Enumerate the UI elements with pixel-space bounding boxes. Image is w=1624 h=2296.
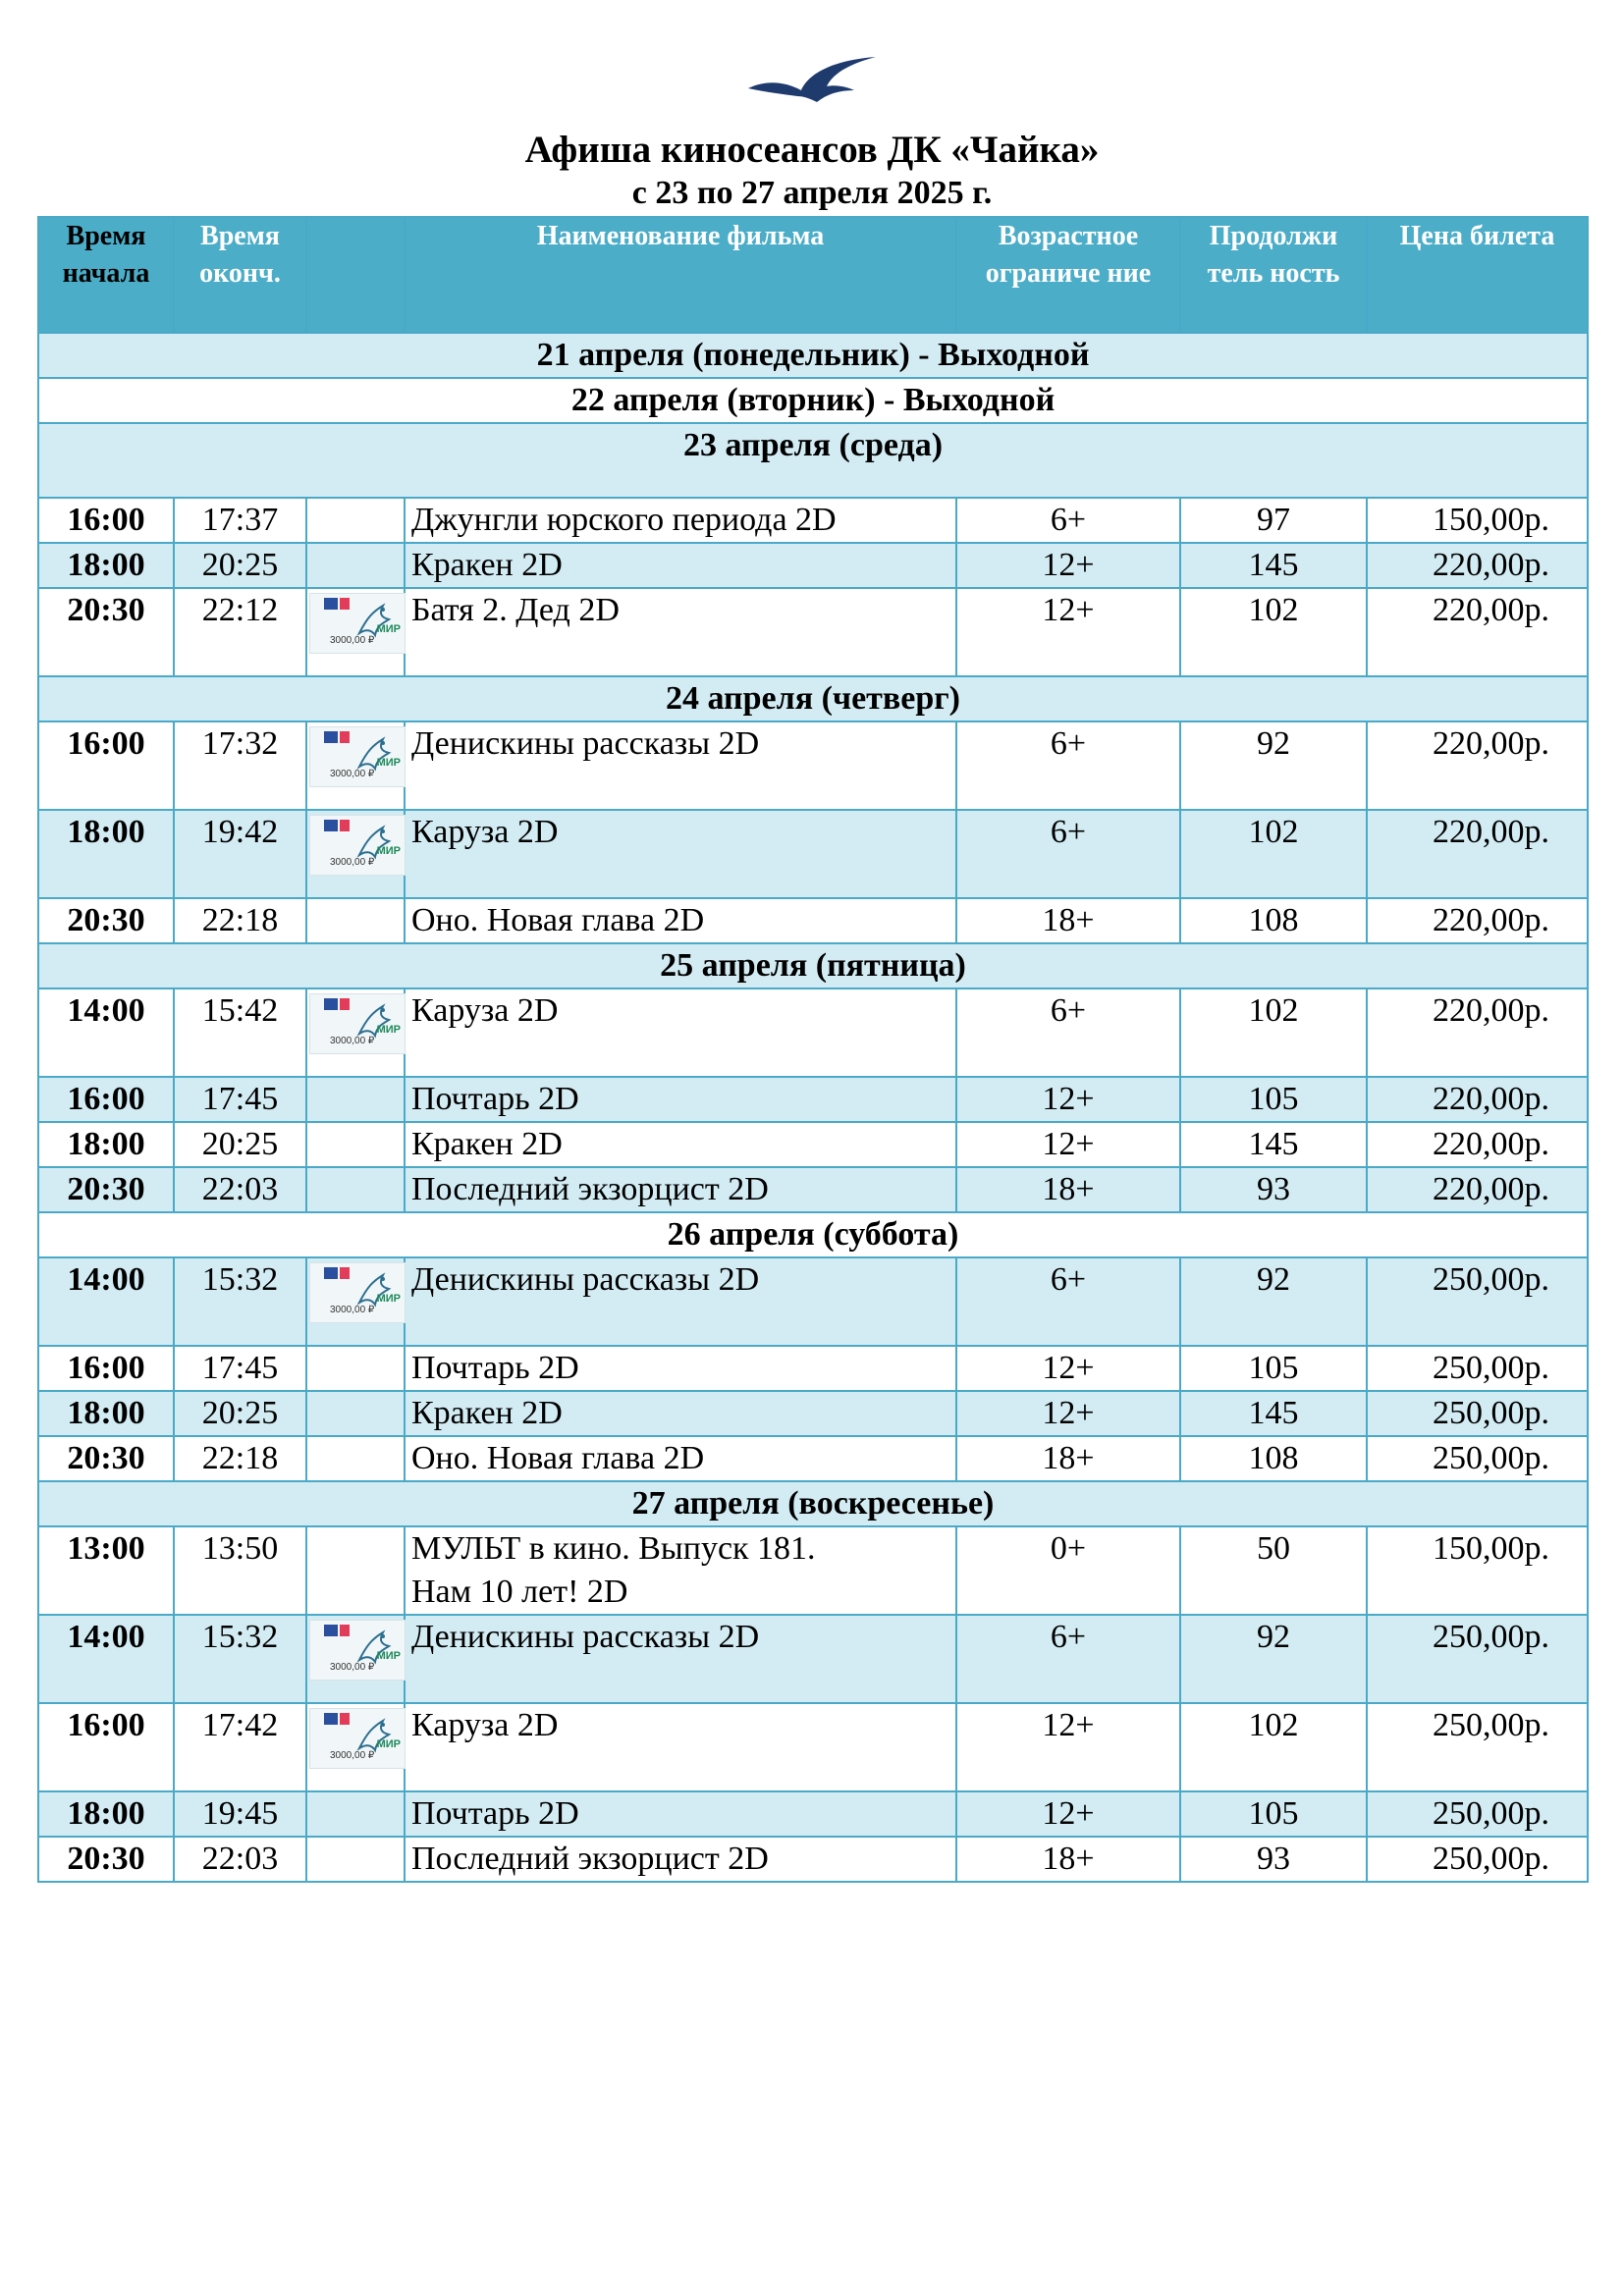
pushkin-card-icon	[309, 593, 406, 654]
duration: 145	[1180, 543, 1367, 588]
ticket-price: 220,00р.	[1367, 721, 1588, 810]
pushkin-card-icon	[309, 1708, 406, 1769]
table-row	[38, 543, 1588, 588]
table-row	[38, 1077, 1588, 1122]
card-mir: МИР	[376, 623, 401, 635]
start-time: 14:00	[38, 1615, 174, 1703]
end-time: 17:45	[174, 1346, 306, 1391]
start-time: 14:00	[38, 1257, 174, 1346]
film-title-line: Последний экзорцист 2D	[411, 1841, 769, 1877]
age-rating: 0+	[956, 1526, 1180, 1615]
table-row	[38, 1167, 1588, 1212]
column-header-end: Время оконч.	[174, 217, 306, 333]
table-row	[38, 1391, 1588, 1436]
film-title-line: Последний экзорцист 2D	[411, 1171, 769, 1207]
card-amount: 3000,00 ₽	[330, 857, 375, 868]
film-title	[405, 721, 956, 810]
film-title	[405, 1615, 956, 1703]
film-title-line: Кракен 2D	[411, 1395, 563, 1431]
card-mir: МИР	[376, 1024, 401, 1036]
start-time: 18:00	[38, 1791, 174, 1837]
film-title	[405, 1122, 956, 1167]
end-time: 15:32	[174, 1615, 306, 1703]
card-amount: 3000,00 ₽	[330, 769, 375, 779]
film-title-line: Кракен 2D	[411, 1126, 563, 1162]
film-title	[405, 810, 956, 898]
card-mir: МИР	[376, 1650, 401, 1662]
day-label: 21 апреля (понедельник) - Выходной	[38, 333, 1588, 378]
card-mir: МИР	[376, 845, 401, 857]
table-row	[38, 1122, 1588, 1167]
start-time: 14:00	[38, 988, 174, 1077]
table-row	[38, 721, 1588, 810]
card-amount: 3000,00 ₽	[330, 1662, 375, 1673]
table-row	[38, 498, 1588, 543]
duration: 92	[1180, 721, 1367, 810]
page-title: Афиша киносеансов ДК «Чайка»	[524, 129, 1100, 171]
film-title	[405, 1077, 956, 1122]
start-time: 20:30	[38, 1837, 174, 1882]
end-time: 15:32	[174, 1257, 306, 1346]
table-row	[38, 1257, 1588, 1346]
duration: 50	[1180, 1526, 1367, 1615]
ticket-price: 250,00р.	[1367, 1436, 1588, 1481]
card-cell	[306, 588, 405, 676]
table-row	[38, 1346, 1588, 1391]
duration: 145	[1180, 1122, 1367, 1167]
card-amount: 3000,00 ₽	[330, 1750, 375, 1761]
age-rating: 18+	[956, 1436, 1180, 1481]
card-mir: МИР	[376, 1738, 401, 1750]
card-mir: МИР	[376, 757, 401, 769]
age-rating: 12+	[956, 1077, 1180, 1122]
column-header-image	[306, 217, 405, 333]
film-title	[405, 1346, 956, 1391]
end-time: 22:03	[174, 1167, 306, 1212]
card-cell	[306, 1615, 405, 1703]
duration: 105	[1180, 1791, 1367, 1837]
card-cell	[306, 1436, 405, 1481]
column-header-duration: Продолжи тель ность	[1180, 217, 1367, 333]
end-time: 17:45	[174, 1077, 306, 1122]
film-title-line: Каруза 2D	[411, 992, 559, 1029]
duration: 93	[1180, 1837, 1367, 1882]
ticket-price: 250,00р.	[1367, 1837, 1588, 1882]
start-time: 16:00	[38, 1077, 174, 1122]
card-mir: МИР	[376, 1293, 401, 1305]
duration: 102	[1180, 988, 1367, 1077]
end-time: 13:50	[174, 1526, 306, 1615]
film-title-line: Почтарь 2D	[411, 1081, 579, 1117]
ticket-price: 220,00р.	[1367, 1077, 1588, 1122]
card-cell	[306, 1837, 405, 1882]
duration: 93	[1180, 1167, 1367, 1212]
start-time: 18:00	[38, 1391, 174, 1436]
table-row	[38, 898, 1588, 943]
ticket-price: 250,00р.	[1367, 1257, 1588, 1346]
film-title	[405, 543, 956, 588]
duration: 102	[1180, 588, 1367, 676]
film-title	[405, 1257, 956, 1346]
duration: 145	[1180, 1391, 1367, 1436]
age-rating: 6+	[956, 1257, 1180, 1346]
film-title-line: Почтарь 2D	[411, 1795, 579, 1832]
age-rating: 12+	[956, 1346, 1180, 1391]
film-title	[405, 1167, 956, 1212]
end-time: 22:18	[174, 898, 306, 943]
day-header-row	[38, 676, 1588, 721]
card-cell	[306, 498, 405, 543]
end-time: 19:42	[174, 810, 306, 898]
pushkin-card-icon	[309, 993, 406, 1054]
age-rating: 12+	[956, 588, 1180, 676]
film-title-line: Кракен 2D	[411, 547, 563, 583]
start-time: 20:30	[38, 1436, 174, 1481]
ticket-price: 220,00р.	[1367, 988, 1588, 1077]
duration: 92	[1180, 1257, 1367, 1346]
ticket-price: 250,00р.	[1367, 1615, 1588, 1703]
film-title-line: Каруза 2D	[411, 1707, 559, 1743]
day-label: 22 апреля (вторник) - Выходной	[38, 378, 1588, 423]
age-rating: 6+	[956, 988, 1180, 1077]
end-time: 22:03	[174, 1837, 306, 1882]
ticket-price: 220,00р.	[1367, 898, 1588, 943]
film-title-line: МУЛЬТ в кино. Выпуск 181.	[411, 1530, 816, 1567]
seagull-logo-icon	[744, 51, 882, 110]
start-time: 16:00	[38, 498, 174, 543]
table-row	[38, 810, 1588, 898]
start-time: 13:00	[38, 1526, 174, 1615]
ticket-price: 220,00р.	[1367, 1122, 1588, 1167]
table-row	[38, 1436, 1588, 1481]
pushkin-card-icon	[309, 1620, 406, 1681]
column-header-age: Возрастное ограниче ние	[956, 217, 1180, 333]
ticket-price: 220,00р.	[1367, 543, 1588, 588]
film-title-line: Нам 10 лет! 2D	[411, 1574, 628, 1610]
ticket-price: 150,00р.	[1367, 1526, 1588, 1615]
table-row	[38, 1526, 1588, 1615]
start-time: 16:00	[38, 1346, 174, 1391]
age-rating: 12+	[956, 1391, 1180, 1436]
card-cell	[306, 988, 405, 1077]
day-label: 24 апреля (четверг)	[38, 676, 1588, 721]
ticket-price: 250,00р.	[1367, 1391, 1588, 1436]
age-rating: 18+	[956, 898, 1180, 943]
ticket-price: 150,00р.	[1367, 498, 1588, 543]
film-title	[405, 498, 956, 543]
end-time: 17:37	[174, 498, 306, 543]
day-label: 26 апреля (суббота)	[38, 1212, 1588, 1257]
table-row	[38, 588, 1588, 676]
day-label: 27 апреля (воскресенье)	[38, 1481, 1588, 1526]
day-header-row	[38, 943, 1588, 988]
schedule-body	[38, 333, 1588, 1882]
end-time: 20:25	[174, 1391, 306, 1436]
table-row	[38, 1703, 1588, 1791]
ticket-price: 220,00р.	[1367, 588, 1588, 676]
ticket-price: 250,00р.	[1367, 1346, 1588, 1391]
day-header-row	[38, 1212, 1588, 1257]
end-time: 15:42	[174, 988, 306, 1077]
start-time: 18:00	[38, 810, 174, 898]
start-time: 20:30	[38, 588, 174, 676]
film-title-line: Денискины рассказы 2D	[411, 725, 760, 762]
duration: 108	[1180, 1436, 1367, 1481]
column-header-film: Наименование фильма	[405, 217, 956, 333]
card-amount: 3000,00 ₽	[330, 635, 375, 646]
age-rating: 6+	[956, 498, 1180, 543]
film-title-line: Оно. Новая глава 2D	[411, 1440, 705, 1476]
duration: 105	[1180, 1077, 1367, 1122]
age-rating: 12+	[956, 543, 1180, 588]
film-title-line: Каруза 2D	[411, 814, 559, 850]
age-rating: 12+	[956, 1122, 1180, 1167]
pushkin-card-icon	[309, 726, 406, 787]
film-title-line: Оно. Новая глава 2D	[411, 902, 705, 938]
film-title	[405, 898, 956, 943]
film-title	[405, 1703, 956, 1791]
film-title	[405, 1791, 956, 1837]
pushkin-card-icon	[309, 1262, 406, 1323]
card-cell	[306, 1703, 405, 1791]
duration: 108	[1180, 898, 1367, 943]
table-row	[38, 988, 1588, 1077]
card-cell	[306, 721, 405, 810]
schedule-table	[37, 216, 1589, 1883]
age-rating: 6+	[956, 721, 1180, 810]
day-label: 25 апреля (пятница)	[38, 943, 1588, 988]
film-title	[405, 1391, 956, 1436]
end-time: 20:25	[174, 1122, 306, 1167]
ticket-price: 250,00р.	[1367, 1703, 1588, 1791]
end-time: 22:12	[174, 588, 306, 676]
duration: 97	[1180, 498, 1367, 543]
day-header-row	[38, 333, 1588, 378]
start-time: 16:00	[38, 721, 174, 810]
age-rating: 12+	[956, 1703, 1180, 1791]
film-title	[405, 1837, 956, 1882]
start-time: 16:00	[38, 1703, 174, 1791]
duration: 105	[1180, 1346, 1367, 1391]
card-cell	[306, 1077, 405, 1122]
duration: 102	[1180, 1703, 1367, 1791]
age-rating: 18+	[956, 1837, 1180, 1882]
card-amount: 3000,00 ₽	[330, 1305, 375, 1315]
end-time: 22:18	[174, 1436, 306, 1481]
age-rating: 6+	[956, 1615, 1180, 1703]
start-time: 20:30	[38, 898, 174, 943]
film-title	[405, 588, 956, 676]
film-title-line: Джунгли юрского периода 2D	[411, 502, 837, 538]
card-cell	[306, 1122, 405, 1167]
film-title-line: Почтарь 2D	[411, 1350, 579, 1386]
film-title-line: Батя 2. Дед 2D	[411, 592, 620, 628]
age-rating: 12+	[956, 1791, 1180, 1837]
card-cell	[306, 1391, 405, 1436]
end-time: 20:25	[174, 543, 306, 588]
end-time: 17:32	[174, 721, 306, 810]
age-rating: 18+	[956, 1167, 1180, 1212]
column-header-price: Цена билета	[1367, 217, 1588, 333]
card-cell	[306, 1346, 405, 1391]
end-time: 19:45	[174, 1791, 306, 1837]
day-header-row	[38, 1481, 1588, 1526]
day-header-row	[38, 423, 1588, 498]
film-title-line: Денискины рассказы 2D	[411, 1261, 760, 1298]
table-row	[38, 1615, 1588, 1703]
card-cell	[306, 1526, 405, 1615]
card-amount: 3000,00 ₽	[330, 1036, 375, 1046]
end-time: 17:42	[174, 1703, 306, 1791]
start-time: 20:30	[38, 1167, 174, 1212]
table-row	[38, 1837, 1588, 1882]
table-row	[38, 1791, 1588, 1837]
age-rating: 6+	[956, 810, 1180, 898]
day-header-row	[38, 378, 1588, 423]
film-title	[405, 1436, 956, 1481]
start-time: 18:00	[38, 1122, 174, 1167]
ticket-price: 250,00р.	[1367, 1791, 1588, 1837]
duration: 92	[1180, 1615, 1367, 1703]
ticket-price: 220,00р.	[1367, 1167, 1588, 1212]
start-time: 18:00	[38, 543, 174, 588]
film-title	[405, 988, 956, 1077]
card-cell	[306, 898, 405, 943]
column-header-start: Время начала	[38, 217, 174, 333]
page-subtitle: с 23 по 27 апреля 2025 г.	[631, 175, 993, 211]
film-title-line: Денискины рассказы 2D	[411, 1619, 760, 1655]
card-cell	[306, 543, 405, 588]
film-title	[405, 1526, 956, 1615]
duration: 102	[1180, 810, 1367, 898]
card-cell	[306, 1257, 405, 1346]
pushkin-card-icon	[309, 815, 406, 876]
ticket-price: 220,00р.	[1367, 810, 1588, 898]
card-cell	[306, 810, 405, 898]
day-label: 23 апреля (среда)	[38, 423, 1588, 498]
table-header-row	[38, 217, 1588, 333]
card-cell	[306, 1791, 405, 1837]
card-cell	[306, 1167, 405, 1212]
